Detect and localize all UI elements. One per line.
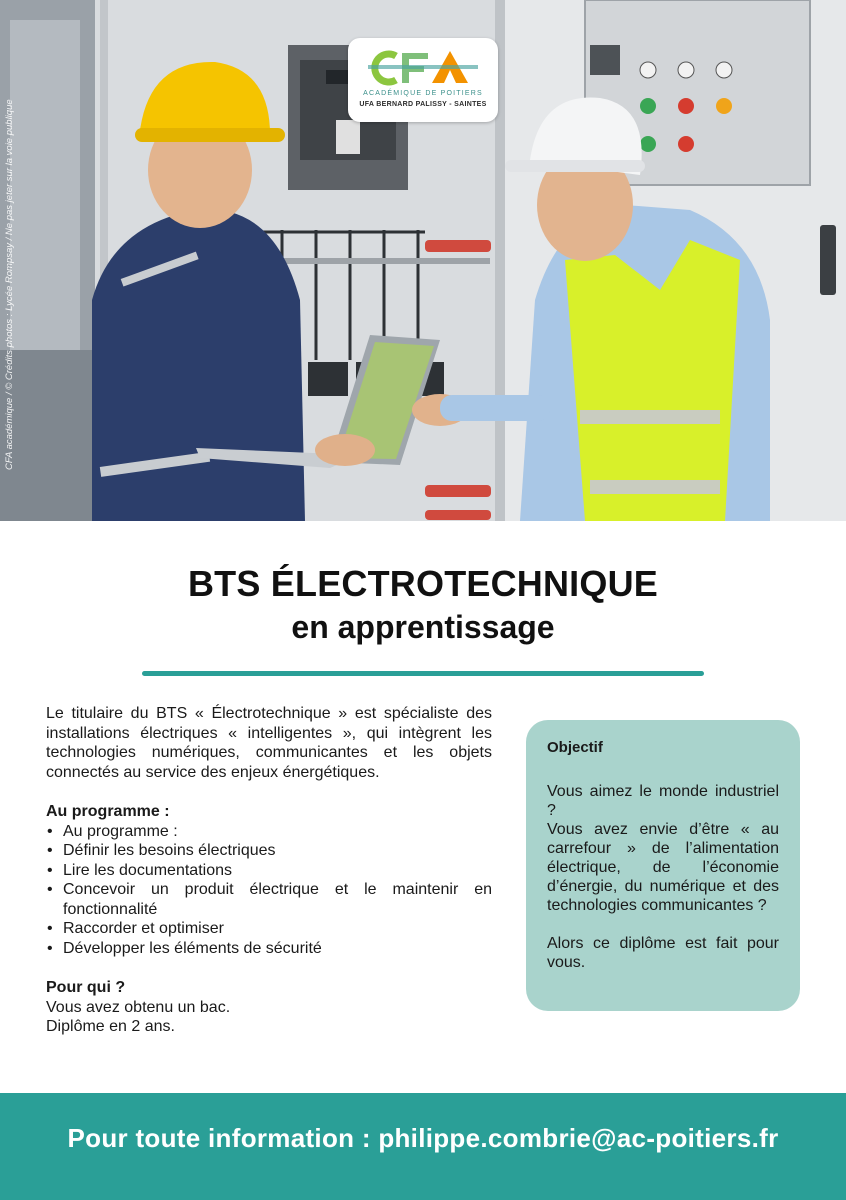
logo-subtitle: ACADÉMIQUE DE POITIERS <box>363 90 483 97</box>
page-title <box>0 563 846 646</box>
programme-list <box>46 822 492 959</box>
title-divider <box>142 671 704 676</box>
objective-paragraph-2: Vous avez envie d’être « au carrefour » de l’alimentation électrique, de l’économie d’énergie, du numérique et des technologies communicantes ? <box>547 821 779 914</box>
title-line-2: en apprentissage <box>291 609 555 645</box>
list-item: • Développer les éléments de sécurité <box>46 939 492 959</box>
description-column <box>46 704 492 1037</box>
audience-line-1: Vous avez obtenu un bac. <box>46 998 231 1016</box>
cfa-logo-mark <box>366 48 480 88</box>
objective-paragraph-1: Vous aimez le monde industriel ? <box>547 783 779 819</box>
objective-box <box>526 720 800 1011</box>
contact-info: Pour toute information : philippe.combrie@ac-poitiers.fr <box>67 1123 779 1153</box>
objective-spacer <box>547 915 779 934</box>
logo-site: UFA BERNARD PALISSY - SAINTES <box>359 101 487 108</box>
intro-paragraph: Le titulaire du BTS « Électrotechnique » est spécialiste des installations électriques « intelligentes », qui intègrent les technologies numériques, communicantes et les objets connectés au service des enjeux énergétiques. <box>46 705 492 781</box>
cfa-logo <box>348 38 498 122</box>
list-item: • Concevoir un produit électrique et le maintenir en fonctionnalité <box>46 880 492 919</box>
objective-paragraph-3: Alors ce diplôme est fait pour vous. <box>547 935 779 971</box>
list-item: • Raccorder et optimiser <box>46 919 492 939</box>
objective-heading: Objectif <box>547 739 603 756</box>
audience-line-2: Diplôme en 2 ans. <box>46 1018 175 1035</box>
programme-heading: Au programme : <box>46 803 170 820</box>
footer-banner <box>0 1093 846 1200</box>
header-photo <box>0 0 846 521</box>
title-line-1: BTS ÉLECTROTECHNIQUE <box>187 563 658 604</box>
photo-credit: CFA académique / © Crédits photos : Lycée Rompsay / Ne pas jeter sur la voie publique <box>4 99 15 470</box>
audience-heading: Pour qui ? <box>46 979 126 996</box>
list-item: • Lire les documentations <box>46 861 492 881</box>
list-item: • Au programme : <box>46 822 492 842</box>
list-item: • Définir les besoins électriques <box>46 841 492 861</box>
